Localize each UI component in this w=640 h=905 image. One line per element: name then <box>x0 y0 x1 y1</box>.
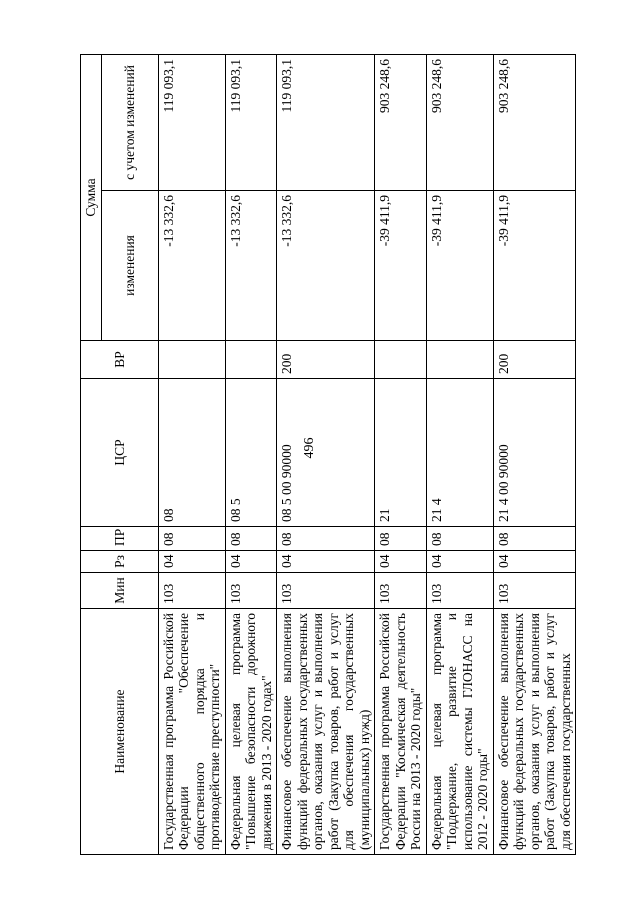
row-pr: 08 <box>493 527 576 551</box>
row-with-changes: 903 248,6 <box>375 54 427 190</box>
row-rz: 04 <box>225 551 277 573</box>
row-min: 103 <box>225 573 277 609</box>
row-rz: 04 <box>375 551 427 573</box>
table-row <box>493 54 576 854</box>
row-csr: 21 4 00 90000 <box>493 379 576 527</box>
header-csr: ЦСР <box>81 379 159 527</box>
row-changes: -39 411,9 <box>375 191 427 341</box>
row-pr: 08 <box>426 527 493 551</box>
row-csr: 08 5 <box>225 379 277 527</box>
page-number: 496 <box>302 437 317 459</box>
row-vr: 200 <box>277 341 375 379</box>
row-vr: 200 <box>493 341 576 379</box>
row-csr: 08 5 00 90000 <box>277 379 375 527</box>
row-csr: 21 <box>375 379 427 527</box>
table-row <box>375 54 427 854</box>
table-row <box>426 54 493 854</box>
row-csr: 08 <box>158 379 225 527</box>
row-csr: 21 4 <box>426 379 493 527</box>
header-with-changes: с учетом изменений <box>101 54 158 190</box>
row-changes: -13 332,6 <box>158 191 225 341</box>
table-row <box>225 54 277 854</box>
row-pr: 08 <box>277 527 375 551</box>
row-name: Финансовое обеспечение выполнения функций федеральных государственных органов, оказания услуг и выполнения работ (Закупка товаров, работ и услуг для обеспечения государственных <box>493 609 576 855</box>
row-vr <box>375 341 427 379</box>
header-name: Наименование <box>81 609 159 855</box>
row-pr: 08 <box>375 527 427 551</box>
header-vr: ВР <box>81 341 159 379</box>
row-min: 103 <box>277 573 375 609</box>
header-changes: изменения <box>101 191 158 341</box>
rotated-budget-table <box>80 55 590 855</box>
row-with-changes: 903 248,6 <box>426 54 493 190</box>
row-name: Федеральная целевая программа "Поддержание, развитие и использование системы ГЛОНАСС на 2012 - 2020 годы" <box>426 609 493 855</box>
row-min: 103 <box>426 573 493 609</box>
table-row <box>277 54 375 854</box>
row-name: Федеральная целевая программа "Повышение безопасности дорожного движения в 2013 - 2020 годах" <box>225 609 277 855</box>
row-changes: -39 411,9 <box>493 191 576 341</box>
row-min: 103 <box>158 573 225 609</box>
row-vr <box>158 341 225 379</box>
row-with-changes: 119 093,1 <box>158 54 225 190</box>
row-min: 103 <box>493 573 576 609</box>
header-row-top <box>81 54 102 854</box>
header-min: Мин <box>81 573 159 609</box>
row-rz: 04 <box>426 551 493 573</box>
row-rz: 04 <box>493 551 576 573</box>
row-rz: 04 <box>158 551 225 573</box>
row-name: Государственная программа Российской Федерации "Космическая деятельность России на 2013 - 2020 годы" <box>375 609 427 855</box>
row-name: Государственная программа Российской Федерации "Обеспечение общественного порядка и противодействие преступности" <box>158 609 225 855</box>
row-min: 103 <box>375 573 427 609</box>
header-sum: Сумма <box>81 54 102 340</box>
row-name: Финансовое обеспечение выполнения функций федеральных государственных органов, оказания услуг и выполнения работ (Закупка товаров, работ и услуг для обеспечения государственных (муниципальных) нужд) <box>277 609 375 855</box>
row-changes: -39 411,9 <box>426 191 493 341</box>
table-row <box>158 54 225 854</box>
row-changes: -13 332,6 <box>225 191 277 341</box>
header-pr: ПР <box>81 527 159 551</box>
budget-table <box>80 54 576 855</box>
header-rz: Рз <box>81 551 159 573</box>
row-changes: -13 332,6 <box>277 191 375 341</box>
row-pr: 08 <box>158 527 225 551</box>
row-rz: 04 <box>277 551 375 573</box>
row-vr <box>225 341 277 379</box>
row-vr <box>426 341 493 379</box>
row-with-changes: 119 093,1 <box>277 54 375 190</box>
row-pr: 08 <box>225 527 277 551</box>
row-with-changes: 119 093,1 <box>225 54 277 190</box>
row-with-changes: 903 248,6 <box>493 54 576 190</box>
